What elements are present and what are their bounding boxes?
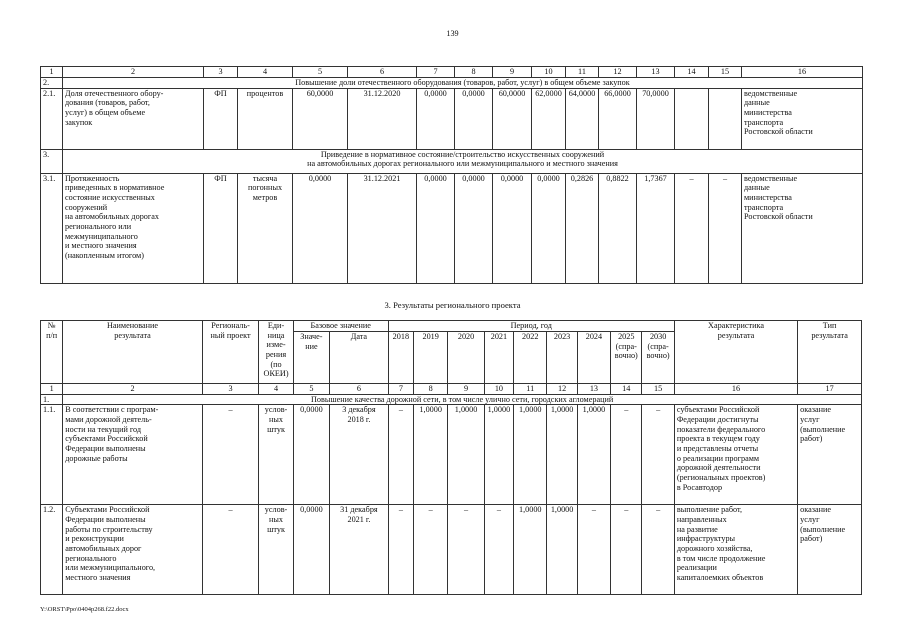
cell: – (611, 505, 642, 595)
table-row (41, 88, 863, 149)
table-number-row (41, 384, 862, 395)
header-period: Период, год (388, 321, 674, 332)
cell: – (577, 505, 610, 595)
cell: 1,0000 (577, 405, 610, 505)
header-year: 2023 (547, 332, 577, 384)
cell: 0,2826 (566, 173, 599, 283)
cell: 62,0000 (532, 88, 566, 149)
section-title: Повышение качества дорожной сети, в том числе улично сети, городских агломераций (63, 394, 862, 405)
cell: 1.2. (41, 505, 63, 595)
col-number: 3 (204, 67, 238, 78)
cell: 0,0000 (455, 173, 493, 283)
header-value: Значе- ние (293, 332, 329, 384)
section-title: Приведение в нормативное состояние/строительство искусственных сооружений на автомобильных дорогах регионального или межмуниципального и местного значения (63, 149, 863, 173)
indicators-table (40, 66, 863, 284)
col-number: 5 (293, 384, 329, 395)
col-number: 1 (41, 67, 63, 78)
header-year: 2021 (484, 332, 513, 384)
col-number: 1 (41, 384, 63, 395)
cell: 0,0000 (417, 173, 455, 283)
header-number: № п/п (41, 321, 63, 384)
cell: 2.1. (41, 88, 63, 149)
cell: ведомственные данные министерства транспорта Ростовской области (742, 88, 863, 149)
header-characteristic: Характеристика результата (674, 321, 797, 384)
section-number: 1. (41, 394, 63, 405)
cell: 1,0000 (514, 405, 547, 505)
section-number: 3. (41, 149, 63, 173)
cell: Доля отечественного обору- дования (товаров, работ, услуг) в общем объеме закупок (63, 88, 204, 149)
cell: 60,0000 (493, 88, 532, 149)
cell: В соответствии с програм- мами дорожной деятель- ности на текущий год субъектами Российской Федерации выполнены дорожные работы (63, 405, 203, 505)
cell: – (448, 505, 484, 595)
col-number: 7 (388, 384, 413, 395)
section-number: 2. (41, 77, 63, 88)
col-number: 15 (709, 67, 742, 78)
col-number: 14 (611, 384, 642, 395)
col-number: 2 (63, 67, 204, 78)
section-row (41, 394, 862, 405)
cell: 1,0000 (448, 405, 484, 505)
header-year: 2024 (577, 332, 610, 384)
cell: 0,0000 (417, 88, 455, 149)
cell: – (675, 173, 709, 283)
table-row (41, 173, 863, 283)
cell: 0,8822 (599, 173, 637, 283)
cell: 60,0000 (293, 88, 348, 149)
cell: оказание услуг (выполнение работ) (798, 505, 862, 595)
header-date: Дата (330, 332, 389, 384)
cell: 1,0000 (547, 505, 577, 595)
cell: ФП (204, 88, 238, 149)
cell: 31.12.2021 (348, 173, 417, 283)
cell: 31.12.2020 (348, 88, 417, 149)
cell: – (709, 173, 742, 283)
table-row (41, 405, 862, 505)
header-year: 2030 (спра- вочно) (642, 332, 674, 384)
col-number: 14 (675, 67, 709, 78)
cell: – (611, 405, 642, 505)
header-base-value: Базовое значение (293, 321, 388, 332)
col-number: 11 (514, 384, 547, 395)
cell: 0,0000 (493, 173, 532, 283)
cell: – (202, 505, 259, 595)
col-number: 12 (599, 67, 637, 78)
cell: 1,0000 (514, 505, 547, 595)
col-number: 17 (798, 384, 862, 395)
cell: 64,0000 (566, 88, 599, 149)
cell: услов- ных штук (259, 505, 293, 595)
cell: 1,0000 (414, 405, 448, 505)
cell: – (414, 505, 448, 595)
cell: 66,0000 (599, 88, 637, 149)
cell: – (202, 405, 259, 505)
header-year: 2019 (414, 332, 448, 384)
cell: 1.1. (41, 405, 63, 505)
cell: услов- ных штук (259, 405, 293, 505)
cell: – (642, 505, 674, 595)
cell: 0,0000 (532, 173, 566, 283)
section-row (41, 149, 863, 173)
header-type: Тип результата (798, 321, 862, 384)
header-year: 2020 (448, 332, 484, 384)
col-number: 6 (348, 67, 417, 78)
cell: 1,0000 (484, 405, 513, 505)
cell: 1,7367 (637, 173, 675, 283)
cell: 31 декабря 2021 г. (330, 505, 389, 595)
cell: ФП (204, 173, 238, 283)
cell: оказание услуг (выполнение работ) (798, 405, 862, 505)
cell: – (388, 505, 413, 595)
col-number: 7 (417, 67, 455, 78)
col-number: 10 (532, 67, 566, 78)
header-name: Наименование результата (63, 321, 203, 384)
header-year: 2025 (спра- вочно) (611, 332, 642, 384)
cell (675, 88, 709, 149)
table-row (41, 505, 862, 595)
cell: Протяженность приведенных в нормативное состояние искусственных сооружений на автомобильных дорогах регионального или межмуниципального и местного значения (накопленным итогом) (63, 173, 204, 283)
col-number: 10 (484, 384, 513, 395)
cell: Субъектами Российской Федерации выполнены работы по строительству и реконструкции автомобильных дорог регионального или межмуниципального, местного значения (63, 505, 203, 595)
cell: 3.1. (41, 173, 63, 283)
section-row (41, 77, 863, 88)
section-heading: 3. Результаты регионального проекта (384, 300, 521, 310)
header-year: 2018 (388, 332, 413, 384)
col-number: 6 (330, 384, 389, 395)
col-number: 9 (493, 67, 532, 78)
col-number: 16 (742, 67, 863, 78)
cell: 0,0000 (293, 505, 329, 595)
table-header-row (41, 67, 863, 78)
cell (709, 88, 742, 149)
file-path-footer: Y:\ORST\Ppo\0404p268.f22.docx (40, 606, 129, 613)
col-number: 5 (293, 67, 348, 78)
cell: 70,0000 (637, 88, 675, 149)
results-table (40, 320, 862, 595)
cell: субъектами Российской Федерации достигнуты показатели федерального проекта в текущем году и представлены отчеты о реализации программ дорожной деятельности (региональных проектов) в Росавтодор (674, 405, 797, 505)
col-number: 4 (259, 384, 293, 395)
cell: процентов (238, 88, 293, 149)
col-number: 3 (202, 384, 259, 395)
cell: 1,0000 (547, 405, 577, 505)
cell: выполнение работ, направленных на развитие инфраструктуры дорожного хозяйства, в том числе продолжение реализации капиталоемких объектов (674, 505, 797, 595)
col-number: 11 (566, 67, 599, 78)
header-regional-project: Региональ- ный проект (202, 321, 259, 384)
col-number: 8 (455, 67, 493, 78)
cell: 3 декабря 2018 г. (330, 405, 389, 505)
col-number: 9 (448, 384, 484, 395)
page-number: 139 (446, 29, 459, 38)
header-year: 2022 (514, 332, 547, 384)
cell: 0,0000 (293, 173, 348, 283)
col-number: 15 (642, 384, 674, 395)
col-number: 13 (637, 67, 675, 78)
cell: – (642, 405, 674, 505)
col-number: 13 (577, 384, 610, 395)
cell: – (484, 505, 513, 595)
table-header-row (41, 321, 862, 332)
col-number: 4 (238, 67, 293, 78)
col-number: 12 (547, 384, 577, 395)
col-number: 16 (674, 384, 797, 395)
cell: 0,0000 (455, 88, 493, 149)
cell: тысяча погонных метров (238, 173, 293, 283)
cell: ведомственные данные министерства транспорта Ростовской области (742, 173, 863, 283)
cell: – (388, 405, 413, 505)
col-number: 8 (414, 384, 448, 395)
section-title: Повышение доли отечественного оборудования (товаров, работ, услуг) в общем объеме закупок (63, 77, 863, 88)
header-unit: Еди- ница изме- рения (по ОКЕИ) (259, 321, 293, 384)
cell: 0,0000 (293, 405, 329, 505)
col-number: 2 (63, 384, 203, 395)
